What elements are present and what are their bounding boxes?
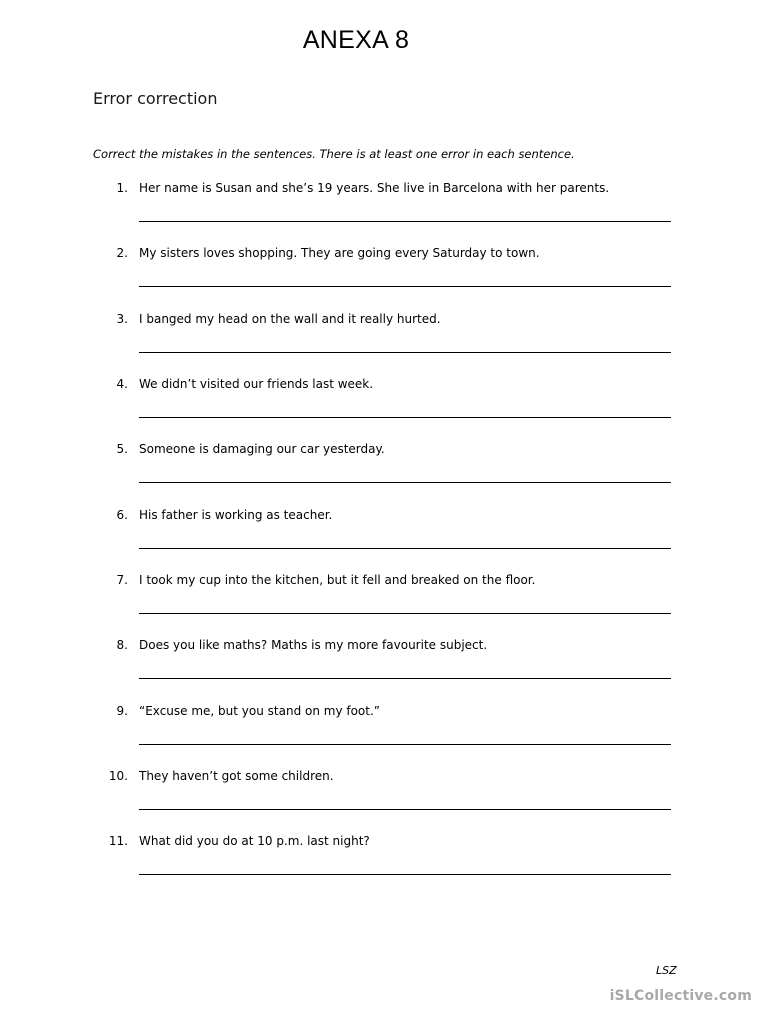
answer-line[interactable] — [139, 809, 671, 810]
answer-line[interactable] — [139, 286, 671, 287]
question-number: 10. — [108, 769, 128, 783]
question-number: 11. — [108, 834, 128, 848]
answer-line[interactable] — [139, 352, 671, 353]
question-text: What did you do at 10 p.m. last night? — [139, 834, 370, 848]
question-number: 5. — [116, 442, 128, 456]
question-number: 3. — [116, 312, 128, 326]
author-initials: LSZ — [656, 964, 677, 977]
question-number: 8. — [116, 638, 128, 652]
question-item — [0, 704, 768, 764]
answer-line[interactable] — [139, 417, 671, 418]
question-text: Her name is Susan and she’s 19 years. She live in Barcelona with her parents. — [139, 181, 610, 195]
question-text: His father is working as teacher. — [139, 508, 333, 522]
question-number: 2. — [116, 246, 128, 260]
answer-line[interactable] — [139, 482, 671, 483]
question-number: 1. — [116, 181, 128, 195]
question-number: 6. — [116, 508, 128, 522]
question-text: I banged my head on the wall and it really hurted. — [139, 312, 441, 326]
answer-line[interactable] — [139, 874, 671, 875]
answer-line[interactable] — [139, 678, 671, 679]
page-title: ANEXA 8 — [302, 26, 410, 54]
question-text: I took my cup into the kitchen, but it fell and breaked on the floor. — [139, 573, 536, 587]
answer-line[interactable] — [139, 548, 671, 549]
question-item — [0, 246, 768, 306]
question-number: 9. — [116, 704, 128, 718]
question-item — [0, 508, 768, 568]
question-item — [0, 377, 768, 437]
question-text: “Excuse me, but you stand on my foot.” — [139, 704, 381, 718]
question-text: They haven’t got some children. — [139, 769, 334, 783]
question-text: Does you like maths? Maths is my more favourite subject. — [139, 638, 488, 652]
question-text: Someone is damaging our car yesterday. — [139, 442, 385, 456]
answer-line[interactable] — [139, 613, 671, 614]
question-item — [0, 834, 768, 894]
answer-line[interactable] — [139, 744, 671, 745]
question-text: We didn’t visited our friends last week. — [139, 377, 374, 391]
question-number: 4. — [116, 377, 128, 391]
question-text: My sisters loves shopping. They are going every Saturday to town. — [139, 246, 540, 260]
question-item — [0, 181, 768, 241]
answer-line[interactable] — [139, 221, 671, 222]
instructions: Correct the mistakes in the sentences. There is at least one error in each sentence. — [93, 147, 575, 161]
section-heading: Error correction — [93, 89, 218, 108]
question-item — [0, 769, 768, 829]
question-item — [0, 442, 768, 502]
question-number: 7. — [116, 573, 128, 587]
question-item — [0, 573, 768, 633]
question-item — [0, 638, 768, 698]
site-watermark: iSLCollective.com — [609, 988, 752, 1004]
question-item — [0, 312, 768, 372]
